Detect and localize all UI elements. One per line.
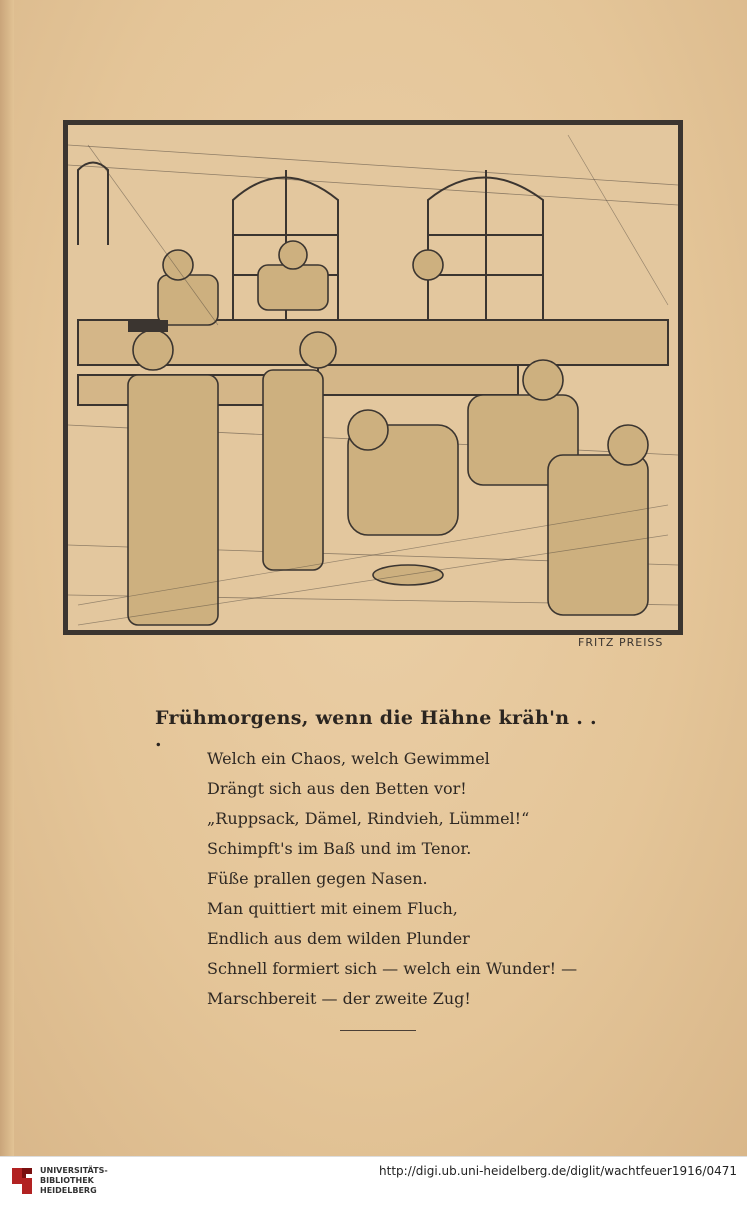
illustration-drawing <box>68 125 678 630</box>
poem-line: Schnell formiert sich — welch ein Wunder! — <box>207 959 578 978</box>
artist-signature: FRITZ PREISS <box>578 636 664 649</box>
barracks-illustration <box>63 120 683 635</box>
poem-line: Marschbereit — der zweite Zug! <box>207 989 471 1008</box>
library-name <box>40 1166 108 1196</box>
library-name-line: HEIDELBERG <box>40 1186 97 1195</box>
poem-line: Welch ein Chaos, welch Gewimmel <box>207 749 490 768</box>
poem-title: Frühmorgens, wenn die Hähne kräh'n . . . <box>155 707 597 751</box>
poem-verse <box>207 744 577 1014</box>
poem-line: Füße prallen gegen Nasen. <box>207 869 428 888</box>
library-name-line: UNIVERSITÄTS- <box>40 1166 108 1175</box>
poem-line: „Ruppsack, Dämel, Rindvieh, Lümmel!“ <box>207 809 530 828</box>
poem-line: Endlich aus dem wilden Plunder <box>207 929 470 948</box>
poem-line: Man quittiert mit einem Fluch, <box>207 899 458 918</box>
library-name-line: BIBLIOTHEK <box>40 1176 94 1185</box>
poem-line: Drängt sich aus den Betten vor! <box>207 779 467 798</box>
poem-line: Schimpft's im Baß und im Tenor. <box>207 839 472 858</box>
permalink-url[interactable]: http://digi.ub.uni-heidelberg.de/diglit/wachtfeuer1916/0471 <box>379 1164 737 1178</box>
section-divider <box>340 1030 416 1031</box>
page-binding-edge <box>0 0 14 1156</box>
library-logo-icon <box>9 1164 35 1198</box>
